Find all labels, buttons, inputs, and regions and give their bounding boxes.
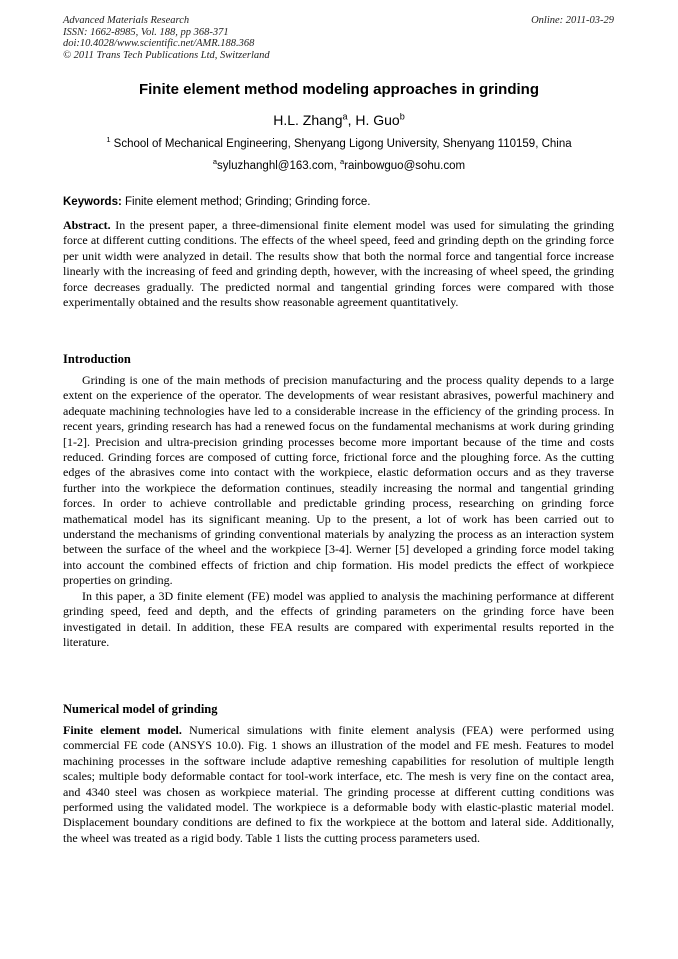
- finite-element-model-label: Finite element model.: [63, 723, 182, 737]
- email-a: syluzhanghl@163.com: [217, 160, 334, 172]
- introduction-body: [63, 373, 614, 650]
- keywords: [63, 196, 370, 208]
- journal-header: [63, 15, 270, 61]
- journal-issn: ISSN: 1662-8985, Vol. 188, pp 368-371: [63, 26, 229, 38]
- affiliation-sup: 1: [106, 135, 111, 145]
- author-separator: ,: [347, 112, 356, 128]
- author-1: H.L. Zhang: [273, 112, 343, 128]
- email-a-sup: a: [212, 157, 218, 167]
- email-b-sup: a: [339, 157, 345, 167]
- journal-copyright: © 2011 Trans Tech Publications Ltd, Switzerland: [63, 49, 270, 61]
- journal-doi: doi:10.4028/www.scientific.net/AMR.188.368: [63, 38, 255, 49]
- author-line: [0, 112, 678, 128]
- finite-element-model-body: [63, 723, 614, 846]
- abstract-label: Abstract.: [63, 218, 111, 232]
- affiliation: [0, 135, 678, 150]
- affiliation-text: School of Mechanical Engineering, Shenyang Ligong University, Shenyang 110159, China: [110, 138, 572, 150]
- email-line: [0, 157, 678, 172]
- paper-title: Finite element method modeling approaches in grinding: [138, 81, 540, 98]
- abstract-text: In the present paper, a three-dimensional finite element model was used for simulating the grinding force at different cutting conditions. The effects of the wheel speed, feed and grinding depth on the grinding force per unit width were analyzed in detail. The results show that both the normal force and tangential force increase linearly with the increasing of feed and grinding depth, however, with the increasing of wheel speed, the grinding force decreases gradually. The predicted normal and tangential grinding forces were compared with those experimentally obtained and the results show reasonable agreement quantitatively.: [63, 218, 614, 310]
- author-2-sup: b: [399, 111, 405, 122]
- email-b: rainbowguo@sohu.com: [344, 160, 466, 172]
- introduction-paragraph-2: In this paper, a 3D finite element (FE) model was applied to analysis the machining performance at different grinding speed, feed and depth, and the effects of grinding parameters on the grinding force have been investigated in detail. In addition, these FEA results are compared with experimental results reported in the literature.: [63, 588, 614, 649]
- numerical-model-heading: Numerical model of grinding: [63, 702, 218, 716]
- author-1-sup: a: [342, 111, 348, 122]
- keywords-label: Keywords:: [63, 196, 122, 208]
- introduction-paragraph-1: Grinding is one of the main methods of precision manufacturing and the process quality depends to a large extent on the experience of the operator. The developments of wear resistant abrasives, powerful machinery and adequate machining technologies have led to a considerable increase in the efficiency of the grinding process. In recent years, grinding research has had a renewed focus on the fundamental mechanisms at work during grinding [1-2]. Precision and ultra-precision grinding processes become more important because of the time and costs reduced. Grinding forces are composed of cutting force, frictional force and the ploughing force. As the cutting edges of the abrasives come into contact with the workpiece, elastic deformation occurs and as they traverse further into the workpiece the deformation continues, steadily increasing the normal and tangential grinding forces. In order to achieve controllable and predictable grinding process, researching on grinding force mathematical model has its significant meaning. Up to the present, a lot of work has been carried out to understand the mechanisms of grinding conventional materials by analyzing the process as an interaction system between the surface of the wheel and the workpiece [3-4]. Werner [5] developed a grinding force model taking into account the combined effects of friction and chip formation. His model predicts the effect of workpiece properties on grinding.: [63, 373, 614, 588]
- abstract: [63, 218, 614, 310]
- online-date: Online: 2011-03-29: [531, 15, 614, 26]
- finite-element-model-text: Numerical simulations with finite element analysis (FEA) were performed using commercial FE code (ANSYS 10.0). Fig. 1 shows an illustration of the model and FE mesh. Features to model machining processes in the software include adaptive remeshing capabilities for resolution of multiple length scales; multiple body deformable contact for tool-work interface, etc. The mesh is very fine on the contact area, and 4340 steel was chosen as workpiece material. The grinding processe at different cutting conditions was performed using the validated model. The workpiece is a deformable body with elastic-plastic material model. Displacement boundary conditions are defined to fix the workpiece at the bottom and lateral side. Additionally, the wheel was treated as a rigid body. Table 1 lists the cutting process parameters used.: [63, 723, 615, 845]
- introduction-heading: Introduction: [63, 352, 131, 366]
- journal-name: Advanced Materials Research: [63, 15, 190, 26]
- author-2: H. Guo: [355, 112, 400, 128]
- keywords-text: Finite element method; Grinding; Grinding force.: [121, 196, 371, 208]
- email-separator: ,: [333, 160, 340, 172]
